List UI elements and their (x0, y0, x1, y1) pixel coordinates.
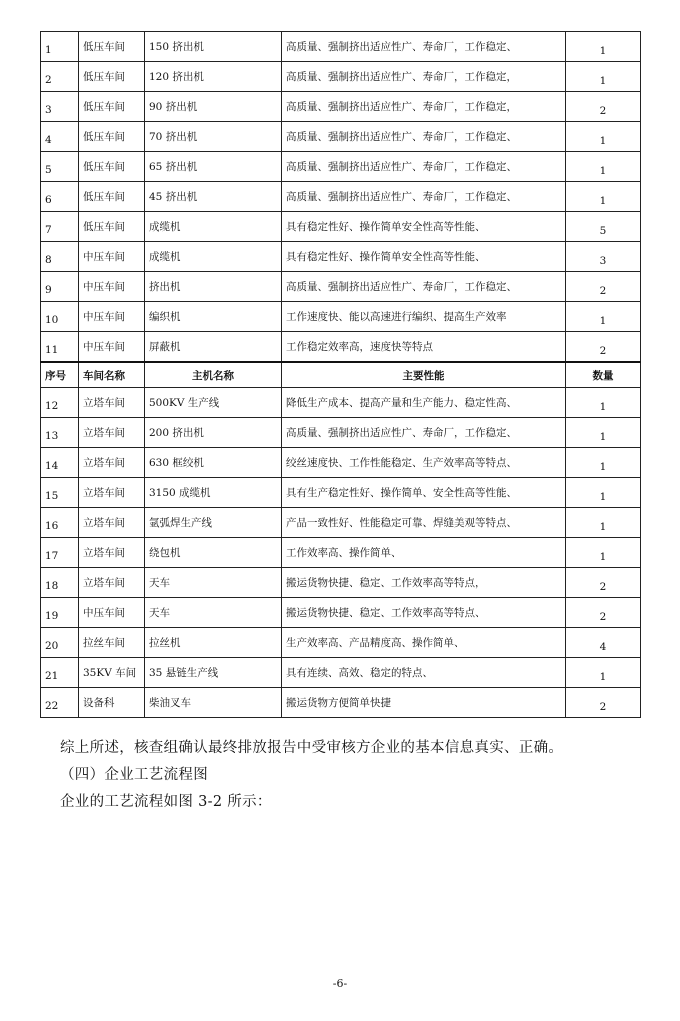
cell-index-text: 21 (45, 669, 59, 682)
table-row (41, 568, 641, 598)
header-workshop: 车间名称 (79, 362, 145, 388)
cell-index (41, 212, 79, 242)
cell-machine (145, 538, 282, 568)
table-row (41, 182, 641, 212)
cell-machine (145, 242, 282, 272)
cell-workshop (79, 62, 145, 92)
cell-index-text: 5 (45, 163, 52, 176)
cell-workshop-text: 低压车间 (83, 221, 125, 233)
cell-quantity (566, 508, 641, 538)
cell-performance-text: 高质量、强制挤出适应性广、寿命厂，工作稳定、 (286, 161, 517, 173)
cell-quantity-text: 5 (599, 224, 607, 237)
cell-performance (282, 388, 566, 418)
cell-machine-text: 氩弧焊生产线 (149, 517, 212, 529)
cell-machine (145, 332, 282, 363)
table-row (41, 122, 641, 152)
cell-performance-text: 工作稳定效率高，速度快等特点 (286, 341, 433, 353)
cell-workshop (79, 152, 145, 182)
cell-workshop (79, 418, 145, 448)
cell-workshop-text: 立塔车间 (83, 547, 125, 559)
cell-workshop (79, 242, 145, 272)
cell-index (41, 658, 79, 688)
cell-quantity (566, 212, 641, 242)
cell-machine (145, 388, 282, 418)
cell-quantity (566, 182, 641, 212)
cell-quantity-text: 4 (599, 640, 607, 653)
cell-workshop-text: 中压车间 (83, 251, 125, 263)
cell-workshop-text: 35KV 车间 (83, 667, 137, 679)
cell-machine (145, 418, 282, 448)
cell-index (41, 302, 79, 332)
cell-machine (145, 122, 282, 152)
cell-machine-text: 天车 (149, 607, 170, 619)
cell-machine-text: 编织机 (149, 311, 181, 323)
cell-workshop-text: 设备科 (83, 697, 115, 709)
cell-performance-text: 绞丝速度快、工作性能稳定、生产效率高等特点、 (286, 457, 517, 469)
cell-machine-text: 35 悬链生产线 (149, 667, 219, 679)
cell-machine (145, 302, 282, 332)
page-number: -6- (332, 977, 348, 990)
cell-index-text: 22 (45, 699, 59, 712)
table-row (41, 332, 641, 363)
cell-quantity (566, 538, 641, 568)
cell-performance (282, 152, 566, 182)
cell-performance-text: 具有稳定性好、操作简单安全性高等性能、 (286, 221, 486, 233)
cell-performance-text: 高质量、强制挤出适应性广、寿命厂，工作稳定、 (286, 131, 517, 143)
table-row (41, 242, 641, 272)
cell-performance-text: 产品一致性好、性能稳定可靠、焊缝美观等特点、 (286, 517, 517, 529)
cell-machine-text: 45 挤出机 (149, 191, 198, 203)
table-row (41, 508, 641, 538)
cell-quantity-text: 1 (599, 490, 607, 503)
cell-quantity (566, 388, 641, 418)
cell-workshop-text: 立塔车间 (83, 457, 125, 469)
header-index: 序号 (41, 362, 79, 388)
cell-quantity-text: 2 (599, 610, 607, 623)
cell-performance (282, 478, 566, 508)
cell-performance (282, 272, 566, 302)
cell-performance-text: 具有稳定性好、操作简单安全性高等性能、 (286, 251, 486, 263)
cell-workshop-text: 中压车间 (83, 311, 125, 323)
table-row (41, 92, 641, 122)
cell-machine (145, 688, 282, 718)
cell-quantity (566, 152, 641, 182)
cell-quantity (566, 568, 641, 598)
cell-quantity-text: 1 (599, 520, 607, 533)
cell-workshop (79, 122, 145, 152)
table-row (41, 598, 641, 628)
cell-workshop-text: 立塔车间 (83, 427, 125, 439)
table-row (41, 478, 641, 508)
cell-index (41, 418, 79, 448)
cell-machine-text: 成缆机 (149, 251, 181, 263)
cell-quantity-text: 1 (599, 134, 607, 147)
cell-performance (282, 32, 566, 62)
cell-index-text: 7 (45, 223, 52, 236)
cell-quantity (566, 658, 641, 688)
cell-index-text: 4 (45, 133, 52, 146)
cell-quantity-text: 2 (599, 284, 607, 297)
cell-machine (145, 568, 282, 598)
cell-workshop-text: 低压车间 (83, 101, 125, 113)
cell-quantity (566, 242, 641, 272)
cell-performance-text: 搬运货物快捷、稳定、工作效率高等特点、 (286, 607, 486, 619)
cell-workshop (79, 688, 145, 718)
table-header (41, 362, 641, 388)
table-row (41, 32, 641, 62)
cell-workshop-text: 中压车间 (83, 607, 125, 619)
cell-index (41, 62, 79, 92)
cell-performance (282, 418, 566, 448)
cell-machine (145, 152, 282, 182)
cell-workshop (79, 388, 145, 418)
cell-workshop-text: 低压车间 (83, 191, 125, 203)
cell-performance (282, 212, 566, 242)
cell-index (41, 388, 79, 418)
cell-quantity-text: 1 (599, 164, 607, 177)
cell-machine-text: 70 挤出机 (149, 131, 198, 143)
cell-index (41, 32, 79, 62)
cell-machine-text: 65 挤出机 (149, 161, 198, 173)
cell-workshop (79, 478, 145, 508)
cell-index-text: 14 (45, 459, 59, 472)
cell-quantity (566, 92, 641, 122)
cell-workshop (79, 272, 145, 302)
cell-machine (145, 658, 282, 688)
cell-index-text: 18 (45, 579, 59, 592)
table-row (41, 62, 641, 92)
table-row (41, 388, 641, 418)
cell-workshop-text: 低压车间 (83, 71, 125, 83)
cell-quantity-text: 1 (599, 550, 607, 563)
cell-quantity-text: 2 (599, 344, 607, 357)
cell-machine (145, 272, 282, 302)
cell-workshop (79, 508, 145, 538)
cell-index-text: 9 (45, 283, 52, 296)
cell-performance-text: 高质量、强制挤出适应性广、寿命厂，工作稳定、 (286, 281, 517, 293)
table-row (41, 152, 641, 182)
cell-performance (282, 658, 566, 688)
table-row (41, 448, 641, 478)
cell-quantity-text: 3 (599, 254, 607, 267)
cell-workshop (79, 628, 145, 658)
cell-index-text: 13 (45, 429, 59, 442)
cell-performance (282, 182, 566, 212)
cell-machine (145, 628, 282, 658)
cell-performance-text: 高质量、强制挤出适应性广、寿命厂，工作稳定， (286, 71, 517, 83)
cell-machine (145, 212, 282, 242)
cell-quantity (566, 332, 641, 363)
cell-quantity-text: 1 (599, 74, 607, 87)
cell-index-text: 16 (45, 519, 59, 532)
cell-performance (282, 92, 566, 122)
cell-performance (282, 568, 566, 598)
cell-index-text: 1 (45, 43, 52, 56)
cell-index (41, 478, 79, 508)
table-row (41, 418, 641, 448)
equipment-table (40, 31, 641, 718)
cell-performance (282, 242, 566, 272)
cell-performance (282, 688, 566, 718)
cell-quantity (566, 628, 641, 658)
cell-workshop (79, 332, 145, 363)
cell-quantity-text: 1 (599, 430, 607, 443)
cell-machine (145, 508, 282, 538)
cell-machine-text: 屏蔽机 (149, 341, 181, 353)
cell-machine-text: 500KV 生产线 (149, 397, 220, 409)
cell-quantity (566, 598, 641, 628)
cell-workshop (79, 598, 145, 628)
cell-quantity-text: 2 (599, 104, 607, 117)
cell-index-text: 11 (45, 343, 59, 356)
cell-workshop-text: 中压车间 (83, 281, 125, 293)
cell-index (41, 688, 79, 718)
table-header-row (41, 362, 641, 388)
cell-workshop (79, 182, 145, 212)
cell-workshop (79, 568, 145, 598)
cell-performance-text: 高质量、强制挤出适应性广、寿命厂，工作稳定、 (286, 191, 517, 203)
cell-machine (145, 598, 282, 628)
cell-index-text: 6 (45, 193, 52, 206)
cell-quantity (566, 478, 641, 508)
cell-machine (145, 448, 282, 478)
table-row (41, 302, 641, 332)
table-row (41, 538, 641, 568)
cell-quantity-text: 1 (599, 400, 607, 413)
table-row (41, 688, 641, 718)
cell-performance (282, 598, 566, 628)
header-machine: 主机名称 (145, 362, 282, 388)
cell-performance-text: 高质量、强制挤出适应性广、寿命厂，工作稳定， (286, 101, 517, 113)
cell-machine-text: 成缆机 (149, 221, 181, 233)
cell-workshop-text: 立塔车间 (83, 487, 125, 499)
cell-workshop (79, 658, 145, 688)
cell-index-text: 17 (45, 549, 59, 562)
cell-performance-text: 工作速度快、能以高速进行编织、提高生产效率 (286, 311, 507, 323)
cell-quantity-text: 1 (599, 460, 607, 473)
cell-quantity (566, 302, 641, 332)
cell-machine (145, 92, 282, 122)
cell-index (41, 242, 79, 272)
header-performance: 主要性能 (282, 362, 566, 388)
cell-workshop-text: 立塔车间 (83, 577, 125, 589)
cell-quantity (566, 32, 641, 62)
cell-index-text: 19 (45, 609, 59, 622)
cell-machine (145, 62, 282, 92)
cell-quantity (566, 62, 641, 92)
cell-machine-text: 天车 (149, 577, 170, 589)
cell-index-text: 12 (45, 399, 59, 412)
cell-index (41, 182, 79, 212)
cell-index (41, 508, 79, 538)
cell-performance (282, 332, 566, 363)
table-body-top (41, 32, 641, 363)
cell-performance-text: 具有连续、高效、稳定的特点、 (286, 667, 433, 679)
summary-paragraph: 综上所述，核查组确认最终排放报告中受审核方企业的基本信息真实、正确。 (60, 740, 564, 756)
section-heading: （四）企业工艺流程图 (60, 767, 208, 783)
table-row (41, 212, 641, 242)
header-quantity: 数量 (566, 362, 641, 388)
cell-performance (282, 508, 566, 538)
cell-index-text: 3 (45, 103, 52, 116)
cell-performance (282, 62, 566, 92)
cell-performance-text: 具有生产稳定性好、操作简单、安全性高等性能、 (286, 487, 517, 499)
cell-machine-text: 150 挤出机 (149, 41, 204, 53)
table-body-bottom (41, 388, 641, 718)
cell-machine-text: 拉丝机 (149, 637, 181, 649)
cell-quantity-text: 1 (599, 314, 607, 327)
cell-machine (145, 182, 282, 212)
cell-performance-text: 工作效率高、操作简单、 (286, 547, 402, 559)
cell-index (41, 92, 79, 122)
cell-performance (282, 448, 566, 478)
cell-machine (145, 32, 282, 62)
cell-performance-text: 搬运货物方便简单快捷 (286, 697, 391, 709)
cell-machine-text: 90 挤出机 (149, 101, 198, 113)
cell-index-text: 2 (45, 73, 52, 86)
table-row (41, 272, 641, 302)
cell-index (41, 272, 79, 302)
cell-index (41, 448, 79, 478)
cell-index (41, 628, 79, 658)
flow-intro-paragraph: 企业的工艺流程如图 3-2 所示： (60, 794, 272, 810)
cell-index-text: 20 (45, 639, 59, 652)
cell-workshop (79, 302, 145, 332)
cell-quantity-text: 2 (599, 580, 607, 593)
cell-workshop (79, 32, 145, 62)
cell-performance-text: 降低生产成本、提高产量和生产能力、稳定性高、 (286, 397, 517, 409)
cell-performance (282, 302, 566, 332)
table-row (41, 628, 641, 658)
cell-quantity-text: 1 (599, 670, 607, 683)
cell-index-text: 10 (45, 313, 59, 326)
cell-index-text: 15 (45, 489, 59, 502)
cell-workshop (79, 92, 145, 122)
cell-index (41, 152, 79, 182)
cell-quantity (566, 122, 641, 152)
cell-workshop-text: 立塔车间 (83, 517, 125, 529)
cell-quantity (566, 418, 641, 448)
cell-quantity (566, 688, 641, 718)
cell-quantity-text: 1 (599, 194, 607, 207)
cell-quantity-text: 2 (599, 700, 607, 713)
cell-machine-text: 挤出机 (149, 281, 181, 293)
cell-workshop-text: 低压车间 (83, 161, 125, 173)
cell-performance-text: 搬运货物快捷、稳定、工作效率高等特点， (286, 577, 486, 589)
cell-performance-text: 生产效率高、产品精度高、操作简单、 (286, 637, 465, 649)
cell-workshop-text: 拉丝车间 (83, 637, 125, 649)
cell-index (41, 332, 79, 363)
cell-workshop (79, 212, 145, 242)
cell-performance-text: 高质量、强制挤出适应性广、寿命厂，工作稳定、 (286, 427, 517, 439)
cell-index (41, 122, 79, 152)
table-row (41, 658, 641, 688)
cell-index-text: 8 (45, 253, 52, 266)
cell-machine (145, 478, 282, 508)
cell-machine-text: 柴油叉车 (149, 697, 191, 709)
cell-workshop-text: 低压车间 (83, 41, 125, 53)
cell-quantity (566, 272, 641, 302)
cell-index (41, 598, 79, 628)
cell-index (41, 568, 79, 598)
cell-performance-text: 高质量、强制挤出适应性广、寿命厂，工作稳定、 (286, 41, 517, 53)
cell-workshop-text: 中压车间 (83, 341, 125, 353)
cell-quantity-text: 1 (599, 44, 607, 57)
cell-workshop (79, 538, 145, 568)
cell-performance (282, 628, 566, 658)
cell-machine-text: 绕包机 (149, 547, 181, 559)
cell-machine-text: 120 挤出机 (149, 71, 204, 83)
cell-index (41, 538, 79, 568)
cell-quantity (566, 448, 641, 478)
cell-workshop-text: 低压车间 (83, 131, 125, 143)
cell-workshop (79, 448, 145, 478)
cell-performance (282, 122, 566, 152)
cell-machine-text: 3150 成缆机 (149, 487, 211, 499)
cell-machine-text: 630 框绞机 (149, 457, 204, 469)
cell-machine-text: 200 挤出机 (149, 427, 204, 439)
cell-performance (282, 538, 566, 568)
cell-workshop-text: 立塔车间 (83, 397, 125, 409)
